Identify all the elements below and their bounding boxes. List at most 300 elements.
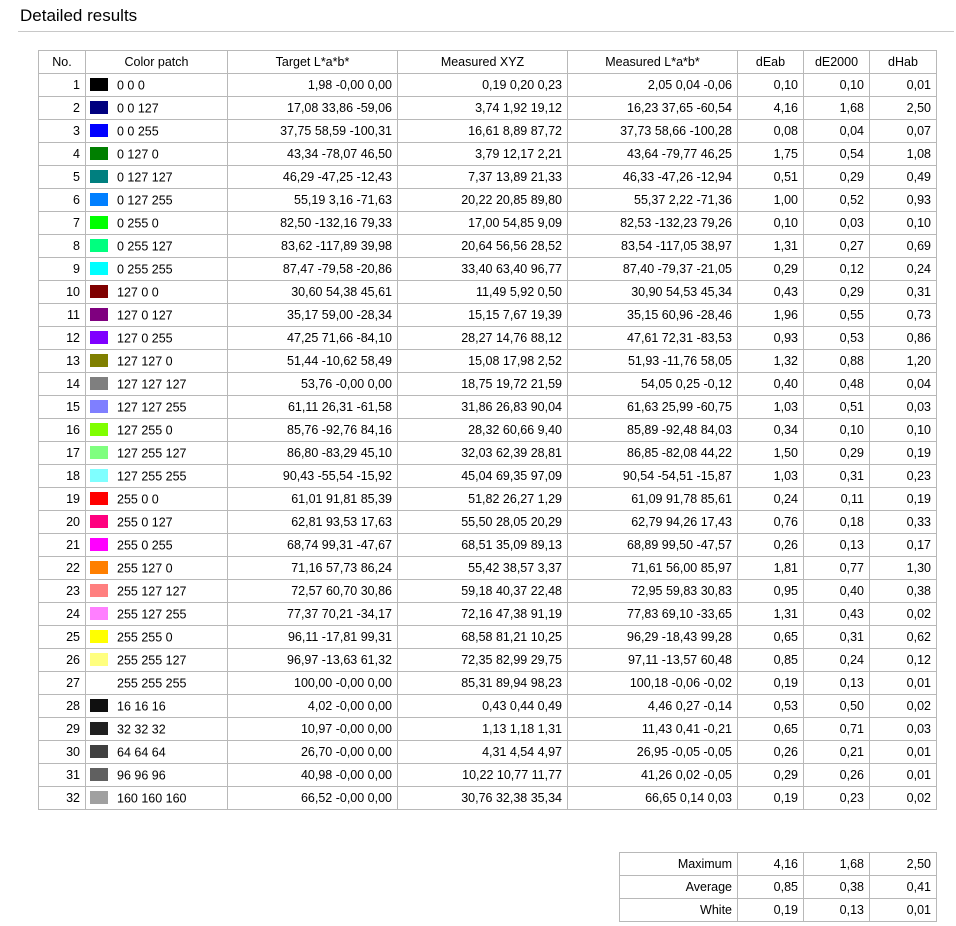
- table-row: [39, 695, 937, 718]
- cell-de2000: 0,52: [804, 189, 870, 212]
- cell-target-lab: 61,11 26,31 -61,58: [228, 396, 398, 419]
- color-swatch: [90, 745, 108, 758]
- cell-dhab: 0,03: [870, 718, 937, 741]
- summary-deab: 4,16: [738, 853, 804, 876]
- col-header-no: No.: [39, 51, 86, 74]
- cell-dhab: 0,01: [870, 672, 937, 695]
- cell-deab: 0,40: [738, 373, 804, 396]
- cell-no: 25: [39, 626, 86, 649]
- cell-no: 16: [39, 419, 86, 442]
- cell-de2000: 0,29: [804, 281, 870, 304]
- cell-no: 28: [39, 695, 86, 718]
- cell-measured-lab: 82,53 -132,23 79,26: [568, 212, 738, 235]
- cell-measured-xyz: 28,32 60,66 9,40: [398, 419, 568, 442]
- cell-no: 20: [39, 511, 86, 534]
- cell-measured-lab: 62,79 94,26 17,43: [568, 511, 738, 534]
- cell-no: 24: [39, 603, 86, 626]
- patch-label: 255 255 127: [117, 653, 187, 668]
- cell-target-lab: 82,50 -132,16 79,33: [228, 212, 398, 235]
- cell-color-patch: [86, 557, 228, 580]
- cell-dhab: 0,17: [870, 534, 937, 557]
- cell-target-lab: 86,80 -83,29 45,10: [228, 442, 398, 465]
- color-swatch: [90, 193, 108, 206]
- cell-de2000: 0,24: [804, 649, 870, 672]
- cell-dhab: 0,49: [870, 166, 937, 189]
- cell-dhab: 0,02: [870, 603, 937, 626]
- patch-label: 127 255 127: [117, 446, 187, 461]
- col-header-color-patch: Color patch: [86, 51, 228, 74]
- cell-color-patch: [86, 74, 228, 97]
- cell-deab: 0,19: [738, 787, 804, 810]
- patch-label: 255 255 255: [117, 676, 187, 691]
- cell-measured-xyz: 20,22 20,85 89,80: [398, 189, 568, 212]
- cell-measured-xyz: 72,16 47,38 91,19: [398, 603, 568, 626]
- cell-measured-lab: 68,89 99,50 -47,57: [568, 534, 738, 557]
- summary-deab: 0,19: [738, 899, 804, 922]
- color-swatch: [90, 101, 108, 114]
- color-swatch: [90, 791, 108, 804]
- cell-no: 14: [39, 373, 86, 396]
- cell-de2000: 0,48: [804, 373, 870, 396]
- cell-measured-xyz: 55,50 28,05 20,29: [398, 511, 568, 534]
- cell-color-patch: [86, 97, 228, 120]
- cell-color-patch: [86, 120, 228, 143]
- cell-de2000: 0,29: [804, 166, 870, 189]
- color-swatch: [90, 170, 108, 183]
- color-swatch: [90, 377, 108, 390]
- patch-label: 32 32 32: [117, 722, 166, 737]
- table-row: [39, 787, 937, 810]
- cell-no: 6: [39, 189, 86, 212]
- cell-deab: 0,19: [738, 672, 804, 695]
- cell-color-patch: [86, 465, 228, 488]
- color-swatch: [90, 78, 108, 91]
- cell-target-lab: 77,37 70,21 -34,17: [228, 603, 398, 626]
- cell-dhab: 0,86: [870, 327, 937, 350]
- color-swatch: [90, 607, 108, 620]
- color-swatch: [90, 239, 108, 252]
- cell-dhab: 2,50: [870, 97, 937, 120]
- color-swatch: [90, 147, 108, 160]
- summary-de2000: 1,68: [804, 853, 870, 876]
- cell-de2000: 0,10: [804, 74, 870, 97]
- patch-label: 64 64 64: [117, 745, 166, 760]
- cell-measured-lab: 4,46 0,27 -0,14: [568, 695, 738, 718]
- cell-no: 3: [39, 120, 86, 143]
- cell-measured-lab: 87,40 -79,37 -21,05: [568, 258, 738, 281]
- cell-no: 9: [39, 258, 86, 281]
- summary-dhab: 0,01: [870, 899, 937, 922]
- cell-target-lab: 10,97 -0,00 0,00: [228, 718, 398, 741]
- color-swatch: [90, 561, 108, 574]
- cell-de2000: 0,77: [804, 557, 870, 580]
- cell-color-patch: [86, 695, 228, 718]
- cell-deab: 1,03: [738, 396, 804, 419]
- col-header-dhab: dHab: [870, 51, 937, 74]
- cell-measured-xyz: 51,82 26,27 1,29: [398, 488, 568, 511]
- cell-target-lab: 71,16 57,73 86,24: [228, 557, 398, 580]
- cell-measured-lab: 2,05 0,04 -0,06: [568, 74, 738, 97]
- cell-dhab: 0,03: [870, 396, 937, 419]
- patch-label: 0 0 0: [117, 78, 145, 93]
- cell-measured-xyz: 32,03 62,39 28,81: [398, 442, 568, 465]
- color-swatch: [90, 492, 108, 505]
- cell-no: 2: [39, 97, 86, 120]
- color-swatch: [90, 308, 108, 321]
- table-row: [39, 442, 937, 465]
- color-swatch: [90, 285, 108, 298]
- cell-measured-xyz: 1,13 1,18 1,31: [398, 718, 568, 741]
- cell-no: 1: [39, 74, 86, 97]
- patch-label: 127 127 255: [117, 400, 187, 415]
- summary-deab: 0,85: [738, 876, 804, 899]
- cell-de2000: 0,10: [804, 419, 870, 442]
- patch-label: 0 0 255: [117, 124, 159, 139]
- table-row: [39, 74, 937, 97]
- cell-measured-xyz: 85,31 89,94 98,23: [398, 672, 568, 695]
- cell-measured-lab: 47,61 72,31 -83,53: [568, 327, 738, 350]
- patch-label: 0 127 0: [117, 147, 159, 162]
- cell-measured-lab: 54,05 0,25 -0,12: [568, 373, 738, 396]
- cell-target-lab: 26,70 -0,00 0,00: [228, 741, 398, 764]
- color-swatch: [90, 423, 108, 436]
- cell-no: 7: [39, 212, 86, 235]
- cell-color-patch: [86, 442, 228, 465]
- table-row: [39, 672, 937, 695]
- cell-deab: 0,51: [738, 166, 804, 189]
- cell-target-lab: 87,47 -79,58 -20,86: [228, 258, 398, 281]
- cell-color-patch: [86, 787, 228, 810]
- cell-deab: 0,26: [738, 741, 804, 764]
- cell-color-patch: [86, 672, 228, 695]
- cell-target-lab: 61,01 91,81 85,39: [228, 488, 398, 511]
- table-row: [39, 511, 937, 534]
- cell-measured-xyz: 20,64 56,56 28,52: [398, 235, 568, 258]
- cell-no: 32: [39, 787, 86, 810]
- cell-target-lab: 66,52 -0,00 0,00: [228, 787, 398, 810]
- cell-color-patch: [86, 143, 228, 166]
- title-divider: [18, 31, 954, 32]
- cell-target-lab: 83,62 -117,89 39,98: [228, 235, 398, 258]
- table-row: [39, 235, 937, 258]
- cell-deab: 1,31: [738, 603, 804, 626]
- cell-deab: 1,31: [738, 235, 804, 258]
- cell-dhab: 0,04: [870, 373, 937, 396]
- table-row: [39, 258, 937, 281]
- cell-color-patch: [86, 511, 228, 534]
- cell-deab: 0,65: [738, 718, 804, 741]
- cell-de2000: 0,21: [804, 741, 870, 764]
- cell-dhab: 0,07: [870, 120, 937, 143]
- cell-de2000: 0,12: [804, 258, 870, 281]
- cell-target-lab: 96,97 -13,63 61,32: [228, 649, 398, 672]
- table-row: [39, 97, 937, 120]
- table-row: [39, 580, 937, 603]
- color-swatch: [90, 354, 108, 367]
- cell-no: 21: [39, 534, 86, 557]
- color-swatch: [90, 630, 108, 643]
- cell-dhab: 0,02: [870, 787, 937, 810]
- cell-deab: 1,96: [738, 304, 804, 327]
- table-row: [39, 212, 937, 235]
- summary-dhab: 2,50: [870, 853, 937, 876]
- table-row: [39, 350, 937, 373]
- summary-label: White: [620, 899, 738, 922]
- cell-measured-lab: 77,83 69,10 -33,65: [568, 603, 738, 626]
- table-row: [39, 649, 937, 672]
- summary-table: [619, 852, 937, 922]
- cell-measured-xyz: 31,86 26,83 90,04: [398, 396, 568, 419]
- cell-target-lab: 1,98 -0,00 0,00: [228, 74, 398, 97]
- cell-dhab: 0,10: [870, 419, 937, 442]
- cell-color-patch: [86, 281, 228, 304]
- summary-de2000: 0,38: [804, 876, 870, 899]
- summary-row: [620, 853, 937, 876]
- color-swatch: [90, 216, 108, 229]
- table-row: [39, 120, 937, 143]
- cell-target-lab: 90,43 -55,54 -15,92: [228, 465, 398, 488]
- color-swatch: [90, 768, 108, 781]
- cell-no: 29: [39, 718, 86, 741]
- cell-measured-xyz: 10,22 10,77 11,77: [398, 764, 568, 787]
- cell-deab: 0,10: [738, 212, 804, 235]
- cell-measured-lab: 97,11 -13,57 60,48: [568, 649, 738, 672]
- cell-dhab: 0,69: [870, 235, 937, 258]
- cell-color-patch: [86, 258, 228, 281]
- cell-measured-xyz: 18,75 19,72 21,59: [398, 373, 568, 396]
- cell-target-lab: 68,74 99,31 -47,67: [228, 534, 398, 557]
- cell-deab: 0,93: [738, 327, 804, 350]
- color-swatch: [90, 676, 108, 689]
- cell-measured-xyz: 16,61 8,89 87,72: [398, 120, 568, 143]
- cell-de2000: 0,31: [804, 465, 870, 488]
- cell-target-lab: 55,19 3,16 -71,63: [228, 189, 398, 212]
- cell-dhab: 0,19: [870, 488, 937, 511]
- cell-deab: 1,50: [738, 442, 804, 465]
- color-swatch: [90, 400, 108, 413]
- cell-measured-lab: 96,29 -18,43 99,28: [568, 626, 738, 649]
- cell-measured-lab: 55,37 2,22 -71,36: [568, 189, 738, 212]
- cell-target-lab: 62,81 93,53 17,63: [228, 511, 398, 534]
- color-swatch: [90, 446, 108, 459]
- patch-label: 0 255 127: [117, 239, 173, 254]
- color-swatch: [90, 469, 108, 482]
- summary-dhab: 0,41: [870, 876, 937, 899]
- cell-measured-lab: 46,33 -47,26 -12,94: [568, 166, 738, 189]
- patch-label: 255 0 0: [117, 492, 159, 507]
- cell-deab: 4,16: [738, 97, 804, 120]
- cell-dhab: 0,10: [870, 212, 937, 235]
- cell-no: 23: [39, 580, 86, 603]
- cell-measured-lab: 61,09 91,78 85,61: [568, 488, 738, 511]
- table-row: [39, 603, 937, 626]
- cell-no: 30: [39, 741, 86, 764]
- cell-deab: 0,29: [738, 258, 804, 281]
- cell-deab: 1,03: [738, 465, 804, 488]
- col-header-de2000: dE2000: [804, 51, 870, 74]
- col-header-target-lab: Target L*a*b*: [228, 51, 398, 74]
- cell-deab: 1,75: [738, 143, 804, 166]
- patch-label: 127 255 255: [117, 469, 187, 484]
- cell-measured-lab: 16,23 37,65 -60,54: [568, 97, 738, 120]
- cell-no: 11: [39, 304, 86, 327]
- cell-de2000: 0,31: [804, 626, 870, 649]
- cell-no: 31: [39, 764, 86, 787]
- cell-dhab: 0,93: [870, 189, 937, 212]
- table-row: [39, 304, 937, 327]
- cell-deab: 0,26: [738, 534, 804, 557]
- cell-target-lab: 17,08 33,86 -59,06: [228, 97, 398, 120]
- cell-target-lab: 46,29 -47,25 -12,43: [228, 166, 398, 189]
- cell-color-patch: [86, 327, 228, 350]
- cell-measured-xyz: 55,42 38,57 3,37: [398, 557, 568, 580]
- cell-measured-xyz: 45,04 69,35 97,09: [398, 465, 568, 488]
- cell-measured-lab: 90,54 -54,51 -15,87: [568, 465, 738, 488]
- cell-deab: 1,00: [738, 189, 804, 212]
- cell-no: 10: [39, 281, 86, 304]
- cell-no: 5: [39, 166, 86, 189]
- table-row: [39, 166, 937, 189]
- cell-deab: 1,32: [738, 350, 804, 373]
- cell-color-patch: [86, 488, 228, 511]
- color-swatch: [90, 722, 108, 735]
- cell-dhab: 0,23: [870, 465, 937, 488]
- cell-target-lab: 4,02 -0,00 0,00: [228, 695, 398, 718]
- cell-no: 8: [39, 235, 86, 258]
- cell-target-lab: 53,76 -0,00 0,00: [228, 373, 398, 396]
- cell-no: 17: [39, 442, 86, 465]
- cell-measured-xyz: 0,43 0,44 0,49: [398, 695, 568, 718]
- patch-label: 255 127 0: [117, 561, 173, 576]
- cell-measured-lab: 86,85 -82,08 44,22: [568, 442, 738, 465]
- cell-de2000: 0,11: [804, 488, 870, 511]
- table-row: [39, 373, 937, 396]
- cell-de2000: 0,53: [804, 327, 870, 350]
- cell-de2000: 0,71: [804, 718, 870, 741]
- table-row: [39, 465, 937, 488]
- cell-de2000: 1,68: [804, 97, 870, 120]
- table-row: [39, 396, 937, 419]
- patch-label: 255 255 0: [117, 630, 173, 645]
- cell-deab: 0,08: [738, 120, 804, 143]
- patch-label: 16 16 16: [117, 699, 166, 714]
- cell-target-lab: 30,60 54,38 45,61: [228, 281, 398, 304]
- cell-measured-xyz: 28,27 14,76 88,12: [398, 327, 568, 350]
- cell-target-lab: 40,98 -0,00 0,00: [228, 764, 398, 787]
- cell-measured-xyz: 0,19 0,20 0,23: [398, 74, 568, 97]
- cell-color-patch: [86, 718, 228, 741]
- cell-measured-lab: 30,90 54,53 45,34: [568, 281, 738, 304]
- cell-de2000: 0,40: [804, 580, 870, 603]
- cell-color-patch: [86, 235, 228, 258]
- color-swatch: [90, 699, 108, 712]
- color-swatch: [90, 584, 108, 597]
- cell-target-lab: 43,34 -78,07 46,50: [228, 143, 398, 166]
- cell-target-lab: 72,57 60,70 30,86: [228, 580, 398, 603]
- patch-label: 160 160 160: [117, 791, 187, 806]
- cell-de2000: 0,29: [804, 442, 870, 465]
- patch-label: 127 127 127: [117, 377, 187, 392]
- cell-color-patch: [86, 580, 228, 603]
- patch-label: 255 127 127: [117, 584, 187, 599]
- cell-measured-xyz: 30,76 32,38 35,34: [398, 787, 568, 810]
- cell-de2000: 0,88: [804, 350, 870, 373]
- table-row: [39, 143, 937, 166]
- cell-dhab: 0,31: [870, 281, 937, 304]
- cell-dhab: 0,62: [870, 626, 937, 649]
- cell-no: 26: [39, 649, 86, 672]
- cell-target-lab: 37,75 58,59 -100,31: [228, 120, 398, 143]
- summary-row: [620, 899, 937, 922]
- cell-dhab: 0,19: [870, 442, 937, 465]
- cell-deab: 0,43: [738, 281, 804, 304]
- cell-color-patch: [86, 649, 228, 672]
- results-body: [39, 74, 937, 810]
- cell-dhab: 1,20: [870, 350, 937, 373]
- cell-measured-lab: 51,93 -11,76 58,05: [568, 350, 738, 373]
- cell-no: 13: [39, 350, 86, 373]
- patch-label: 0 127 127: [117, 170, 173, 185]
- cell-dhab: 0,01: [870, 764, 937, 787]
- cell-de2000: 0,13: [804, 534, 870, 557]
- cell-no: 22: [39, 557, 86, 580]
- patch-label: 0 0 127: [117, 101, 159, 116]
- col-header-measured-xyz: Measured XYZ: [398, 51, 568, 74]
- cell-de2000: 0,54: [804, 143, 870, 166]
- table-row: [39, 327, 937, 350]
- cell-color-patch: [86, 396, 228, 419]
- cell-deab: 0,65: [738, 626, 804, 649]
- cell-color-patch: [86, 534, 228, 557]
- cell-color-patch: [86, 189, 228, 212]
- cell-dhab: 0,01: [870, 74, 937, 97]
- patch-label: 127 255 0: [117, 423, 173, 438]
- cell-color-patch: [86, 304, 228, 327]
- cell-dhab: 0,24: [870, 258, 937, 281]
- cell-measured-xyz: 4,31 4,54 4,97: [398, 741, 568, 764]
- patch-label: 0 127 255: [117, 193, 173, 208]
- patch-label: 255 0 127: [117, 515, 173, 530]
- cell-de2000: 0,27: [804, 235, 870, 258]
- cell-color-patch: [86, 373, 228, 396]
- table-row: [39, 626, 937, 649]
- cell-deab: 0,53: [738, 695, 804, 718]
- cell-measured-xyz: 33,40 63,40 96,77: [398, 258, 568, 281]
- summary-body: [620, 853, 937, 922]
- table-row: [39, 281, 937, 304]
- cell-deab: 0,34: [738, 419, 804, 442]
- color-swatch: [90, 262, 108, 275]
- cell-color-patch: [86, 603, 228, 626]
- cell-target-lab: 85,76 -92,76 84,16: [228, 419, 398, 442]
- table-row: [39, 764, 937, 787]
- cell-measured-lab: 66,65 0,14 0,03: [568, 787, 738, 810]
- cell-measured-lab: 72,95 59,83 30,83: [568, 580, 738, 603]
- cell-target-lab: 47,25 71,66 -84,10: [228, 327, 398, 350]
- table-row: [39, 488, 937, 511]
- cell-dhab: 0,12: [870, 649, 937, 672]
- col-header-deab: dEab: [738, 51, 804, 74]
- patch-label: 255 0 255: [117, 538, 173, 553]
- cell-dhab: 0,33: [870, 511, 937, 534]
- cell-measured-xyz: 17,00 54,85 9,09: [398, 212, 568, 235]
- cell-deab: 1,81: [738, 557, 804, 580]
- patch-label: 0 255 255: [117, 262, 173, 277]
- cell-dhab: 0,01: [870, 741, 937, 764]
- cell-color-patch: [86, 626, 228, 649]
- cell-no: 4: [39, 143, 86, 166]
- cell-deab: 0,76: [738, 511, 804, 534]
